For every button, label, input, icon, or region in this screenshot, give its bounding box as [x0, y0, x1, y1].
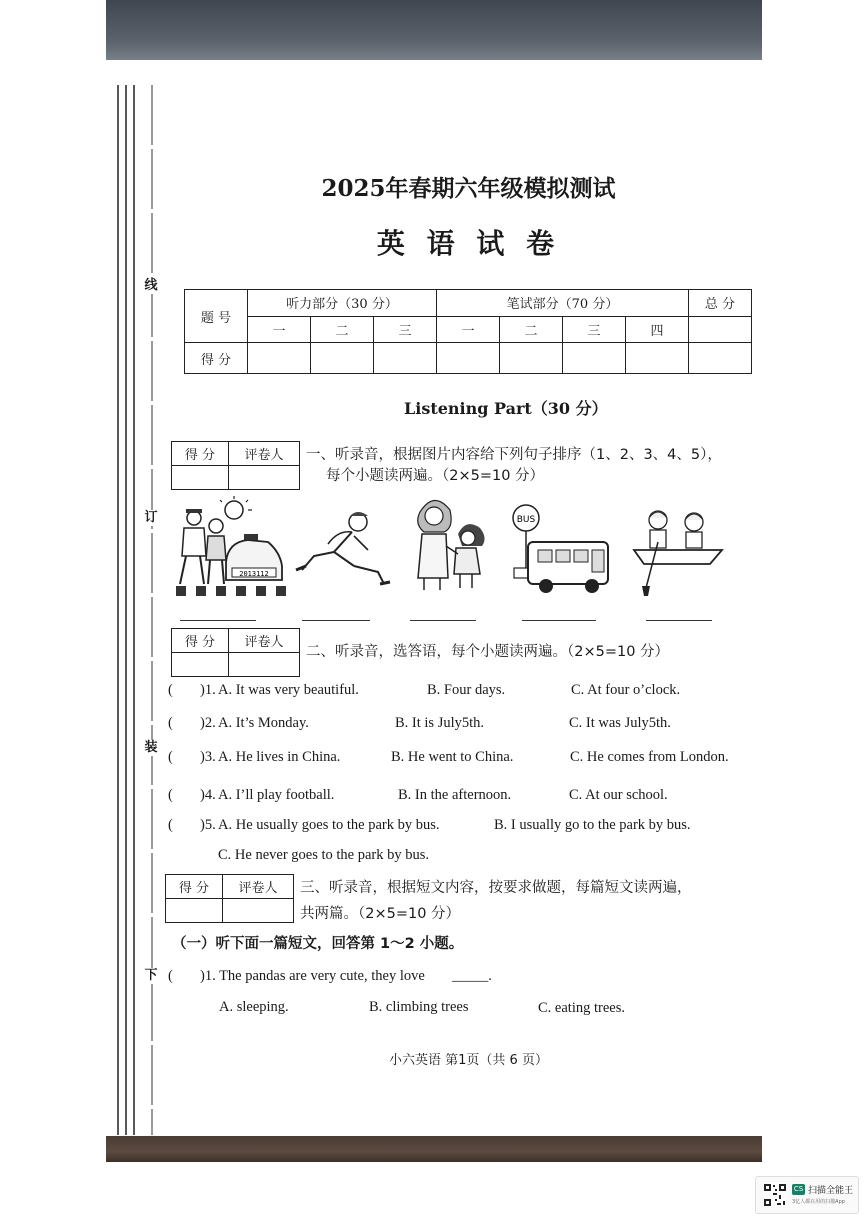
option-c: C. He never goes to the park by bus.	[218, 847, 430, 863]
option-a: A. I’ll play football.	[218, 787, 335, 803]
bus-sign-text: BUS	[516, 515, 536, 525]
grader-score-label: 得 分	[172, 442, 229, 466]
margin-mark-staple: 装	[144, 740, 158, 755]
exam-title: 2025年春期六年级模拟测试	[321, 175, 616, 202]
score-table	[184, 289, 752, 374]
grader-name-label: 评卷人	[223, 875, 294, 899]
option-b: B. Four days.	[427, 682, 506, 698]
section3-instruction-line2: 共两篇。（2×5=10 分）	[300, 906, 461, 922]
scanner-watermark	[755, 1176, 859, 1214]
scan-bottom-shadow	[106, 1136, 762, 1162]
grader-box-2	[171, 628, 300, 677]
scanner-logo-icon: CS	[793, 1185, 804, 1193]
listening-col-2: 二	[311, 316, 374, 343]
grandma-and-girl-picture	[410, 494, 496, 594]
section2-instruction: 二、听录音，选答语，每个小题读两遍。（2×5=10 分）	[306, 644, 670, 660]
section3-question-1-stem: )1. The pandas are very cute, they love	[200, 968, 425, 984]
writing-col-2: 二	[500, 316, 563, 343]
score-cell[interactable]	[311, 343, 374, 374]
writing-col-3: 三	[563, 316, 626, 343]
answer-blank-3[interactable]	[410, 620, 476, 621]
listening-group-header: 听力部分（30 分）	[248, 290, 437, 317]
taxi-crossing-picture	[176, 496, 288, 598]
score-cell[interactable]	[374, 343, 437, 374]
option-b: B. It is July5th.	[395, 715, 485, 731]
option-c: C. At our school.	[569, 787, 668, 803]
grader-score-cell[interactable]	[172, 466, 229, 490]
listening-col-1: 一	[248, 316, 311, 343]
option-b: B. climbing trees	[369, 999, 469, 1015]
row-header-number: 题 号	[185, 290, 248, 343]
answer-blank-2[interactable]	[302, 620, 370, 621]
margin-mark-bind: 订	[144, 510, 158, 525]
section3-question-1-blank[interactable]: _____.	[452, 968, 492, 984]
grader-score-label: 得 分	[166, 875, 223, 899]
scan-top-shadow	[106, 0, 762, 60]
grader-score-cell[interactable]	[172, 653, 229, 677]
grader-score-cell[interactable]	[166, 899, 223, 923]
answer-paren[interactable]: (	[168, 715, 173, 731]
answer-blank-5[interactable]	[646, 620, 712, 621]
taxi-plate-text: 2013112	[239, 570, 269, 578]
section1-instruction-line1: 一、听录音，根据图片内容给下列句子排序（1、2、3、4、5），	[306, 447, 722, 463]
answer-paren[interactable]: (	[168, 968, 173, 984]
answer-paren[interactable]: (	[168, 787, 173, 803]
row-header-score: 得 分	[185, 343, 248, 374]
total-empty-cell	[689, 316, 752, 343]
writing-col-1: 一	[437, 316, 500, 343]
answer-paren[interactable]: (	[168, 817, 173, 833]
score-cell[interactable]	[563, 343, 626, 374]
qr-code-icon	[763, 1183, 787, 1207]
margin-mark-below: 下	[144, 968, 158, 983]
option-a: A. sleeping.	[219, 999, 289, 1015]
grader-box-3	[165, 874, 294, 923]
writing-col-4: 四	[626, 316, 689, 343]
option-a: A. It was very beautiful.	[218, 682, 359, 698]
exam-subtitle: 英 语 试 卷	[376, 227, 561, 260]
answer-blank-4[interactable]	[522, 620, 596, 621]
option-a: A. It’s Monday.	[218, 715, 309, 731]
section3-sub-heading: （一）听下面一篇短文，回答第 1～2 小题。	[172, 936, 464, 952]
question-number: )4.	[200, 787, 216, 803]
grader-score-label: 得 分	[172, 629, 229, 653]
question-number: )1.	[200, 682, 216, 698]
grader-name-label: 评卷人	[229, 629, 300, 653]
page-footer: 小六英语 第1页（共 6 页）	[389, 1053, 548, 1068]
score-cell[interactable]	[500, 343, 563, 374]
question-number: )2.	[200, 715, 216, 731]
option-c: C. He comes from London.	[570, 749, 729, 765]
option-b: B. In the afternoon.	[398, 787, 512, 803]
answer-blank-1[interactable]	[180, 620, 256, 621]
grader-name-cell[interactable]	[229, 653, 300, 677]
option-b: B. He went to China.	[391, 749, 514, 765]
score-cell[interactable]	[689, 343, 752, 374]
answer-paren[interactable]: (	[168, 682, 173, 698]
grader-name-label: 评卷人	[229, 442, 300, 466]
grader-box-1	[171, 441, 300, 490]
listening-col-3: 三	[374, 316, 437, 343]
rowing-boat-picture	[632, 502, 724, 598]
section1-instruction-line2: 每个小题读两遍。（2×5=10 分）	[326, 468, 545, 484]
question-number: )3.	[200, 749, 216, 765]
option-c: C. eating trees.	[538, 1000, 625, 1016]
option-b: B. I usually go to the park by bus.	[494, 817, 691, 833]
running-boy-picture	[294, 510, 394, 590]
writing-group-header: 笔试部分（70 分）	[437, 290, 689, 317]
score-cell[interactable]	[437, 343, 500, 374]
score-cell[interactable]	[248, 343, 311, 374]
grader-name-cell[interactable]	[223, 899, 294, 923]
listening-part-heading: Listening Part（30 分）	[404, 399, 608, 418]
bus-picture	[506, 502, 612, 594]
scanner-app-tagline: 3亿人都在用的扫描App	[792, 1199, 845, 1205]
total-header: 总 分	[689, 290, 752, 317]
option-a: A. He usually goes to the park by bus.	[218, 817, 440, 833]
section3-instruction-line1: 三、听录音，根据短文内容，按要求做题，每篇短文读两遍，	[300, 880, 692, 896]
option-c: C. It was July5th.	[569, 715, 671, 731]
answer-paren[interactable]: (	[168, 749, 173, 765]
option-a: A. He lives in China.	[218, 749, 341, 765]
margin-mark-line: 线	[144, 278, 158, 293]
scanner-app-name: 扫描全能王	[808, 1186, 854, 1196]
question-number: )5.	[200, 817, 216, 833]
score-cell[interactable]	[626, 343, 689, 374]
option-c: C. At four o’clock.	[571, 682, 681, 698]
grader-name-cell[interactable]	[229, 466, 300, 490]
